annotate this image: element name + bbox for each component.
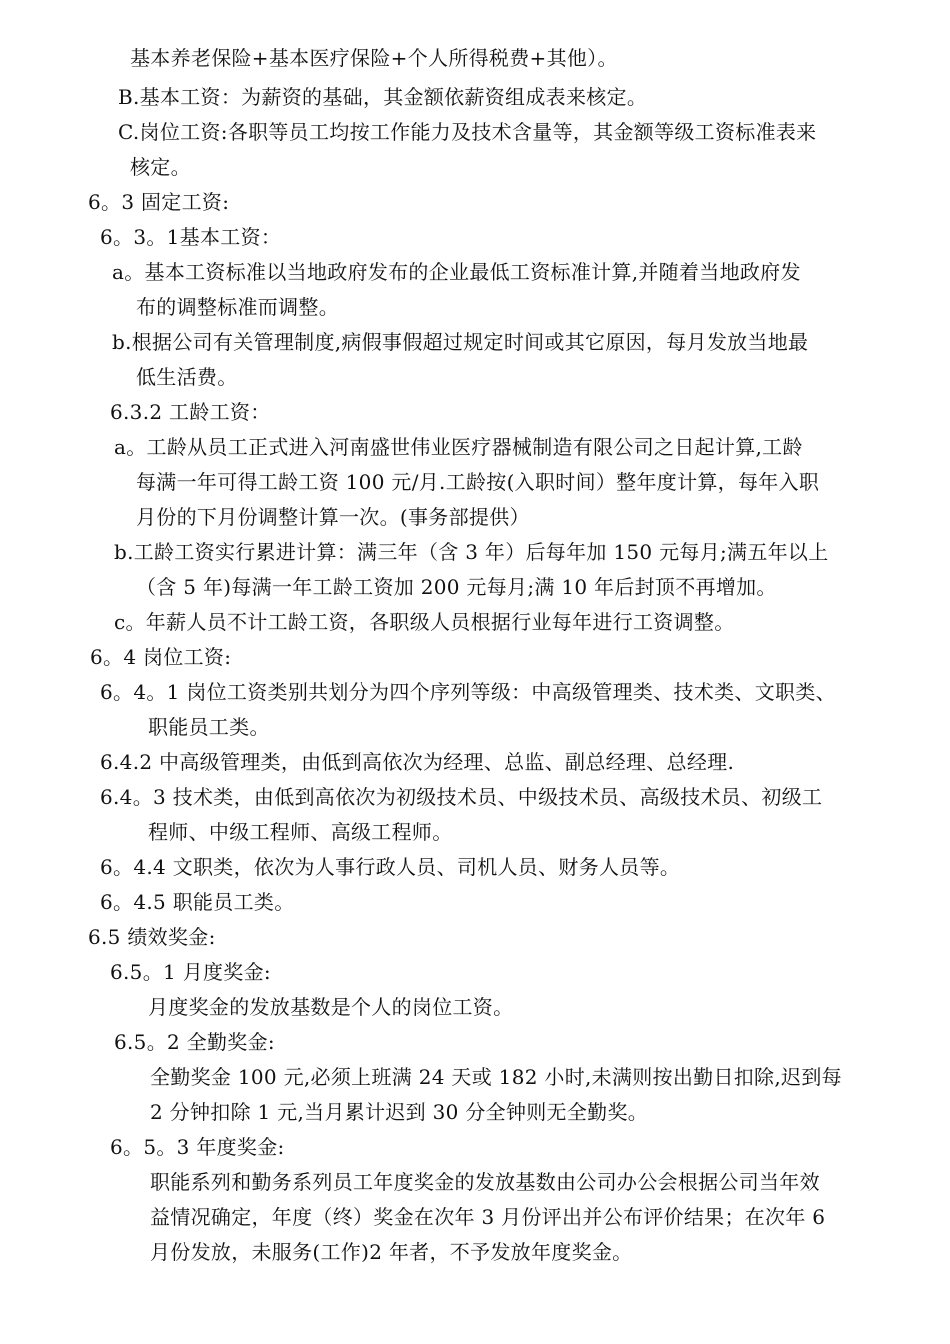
text-line: 益情况确定，年度（终）奖金在次年 3 月份评出并公布评价结果；在次年 6 — [150, 1205, 826, 1229]
section-heading: 6。3 固定工资: — [88, 190, 230, 214]
subsection-heading: 6。3。1基本工资： — [100, 225, 282, 249]
text-line: 6。4.4 文职类，依次为人事行政人员、司机人员、财务人员等。 — [100, 855, 681, 879]
text-line: 6。4。1 岗位工资类别共划分为四个序列等级：中高级管理类、技术类、文职类、 — [100, 680, 836, 704]
text-line: 布的调整标准而调整。 — [136, 295, 339, 319]
text-line: b.工龄工资实行累进计算：满三年（含 3 年）后每年加 150 元每月;满五年以上 — [114, 540, 829, 564]
text-line: 2 分钟扣除 1 元,当月累计迟到 30 分全钟则无全勤奖。 — [150, 1100, 649, 1124]
text-line: 核定。 — [130, 155, 191, 179]
text-line: c。年薪人员不计工龄工资，各职级人员根据行业每年进行工资调整。 — [114, 610, 735, 634]
subsection-heading: 6.3.2 工龄工资： — [110, 400, 271, 424]
text-line: （含 5 年)每满一年工龄工资加 200 元每月;满 10 年后封顶不再增加。 — [136, 575, 777, 599]
text-line: C.岗位工资:各职等员工均按工作能力及技术含量等，其金额等级工资标准表来 — [118, 120, 817, 144]
text-line: b.根据公司有关管理制度,病假事假超过规定时间或其它原因，每月发放当地最 — [112, 330, 809, 354]
text-line: 6。4.5 职能员工类。 — [100, 890, 295, 914]
text-line: a。基本工资标准以当地政府发布的企业最低工资标准计算,并随着当地政府发 — [112, 260, 801, 284]
section-heading: 6。4 岗位工资: — [90, 645, 232, 669]
text-line: a。工龄从员工正式进入河南盛世伟业医疗器械制造有限公司之日起计算,工龄 — [114, 435, 803, 459]
text-line: 月度奖金的发放基数是个人的岗位工资。 — [148, 995, 514, 1019]
subsection-heading: 6.5。1 月度奖金: — [110, 960, 271, 984]
text-line: 程师、中级工程师、高级工程师。 — [148, 820, 453, 844]
text-line: 6.4。3 技术类，由低到高依次为初级技术员、中级技术员、高级技术员、初级工 — [100, 785, 823, 809]
section-heading: 6.5 绩效奖金: — [88, 925, 216, 949]
text-line: 每满一年可得工龄工资 100 元/月.工龄按(入职时间）整年度计算，每年入职 — [136, 470, 820, 494]
text-line: 全勤奖金 100 元,必须上班满 24 天或 182 小时,未满则按出勤日扣除,迟到每 — [150, 1065, 842, 1089]
subsection-heading: 6.5。2 全勤奖金: — [114, 1030, 275, 1054]
text-line: 基本养老保险+基本医疗保险+个人所得税费+其他）。 — [130, 46, 618, 70]
subsection-heading: 6。5。3 年度奖金: — [110, 1135, 285, 1159]
text-line: 职能员工类。 — [148, 715, 270, 739]
text-line: 职能系列和勤务系列员工年度奖金的发放基数由公司办公会根据公司当年效 — [150, 1170, 820, 1194]
text-line: 低生活费。 — [136, 365, 238, 389]
text-line: B.基本工资：为薪资的基础，其金额依薪资组成表来核定。 — [118, 85, 648, 109]
text-line: 月份发放，未服务(工作)2 年者，不予发放年度奖金。 — [150, 1240, 633, 1264]
text-line: 6.4.2 中高级管理类，由低到高依次为经理、总监、副总经理、总经理. — [100, 750, 735, 774]
text-line: 月份的下月份调整计算一次。(事务部提供） — [136, 505, 530, 529]
